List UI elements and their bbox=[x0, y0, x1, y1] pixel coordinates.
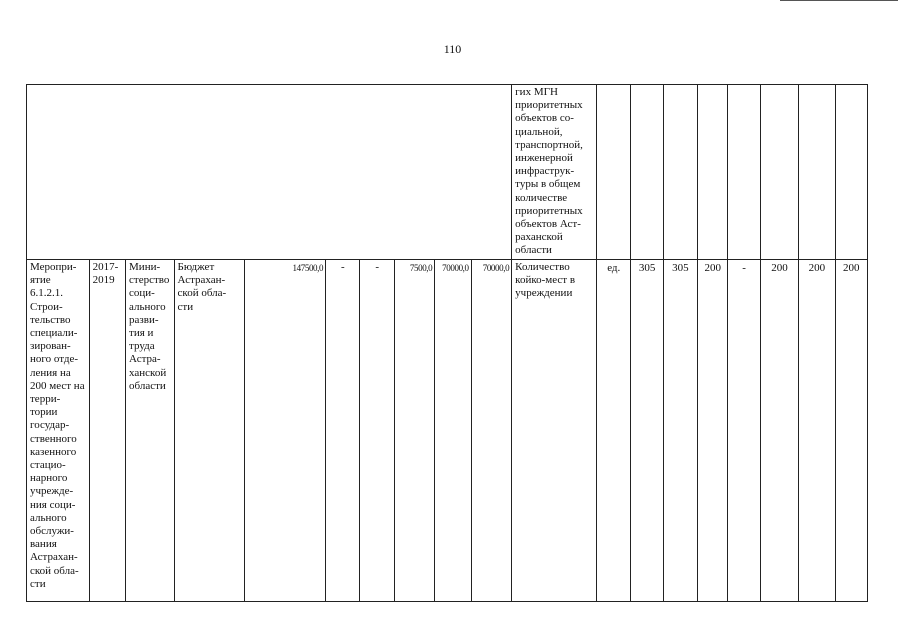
indicator-continuation-cell: гих МГН приоритетных объектов со-циальной, транспортной, инженерной инфраструк-туры в общем количестве приоритетных объектов Аст-раханской области bbox=[512, 85, 597, 260]
amount-2016-cell: - bbox=[360, 260, 394, 602]
amount-2017-cell: 7500,0 bbox=[394, 260, 434, 602]
activity-name-cell: Меропри-ятие 6.1.2.1. Строи-тельство специали-зирован-ного отде-ления на 200 мест на терри-тории государ-ственного казенного стацио-нарного учрежде-ния соци-ального обслужи-вания Астрахан-ской обла-сти bbox=[27, 260, 90, 602]
amount-2015-cell: - bbox=[326, 260, 360, 602]
empty-cell bbox=[728, 85, 760, 260]
program-table bbox=[26, 84, 868, 602]
unit-cell: ед. bbox=[597, 260, 631, 602]
empty-cell bbox=[663, 85, 697, 260]
empty-merged-cell bbox=[27, 85, 512, 260]
period-cell: 2017-2019 bbox=[89, 260, 125, 602]
value-cell-7: 200 bbox=[835, 260, 867, 602]
empty-cell bbox=[597, 85, 631, 260]
indicator-cell: Количество койко-мест в учреждении bbox=[512, 260, 597, 602]
value-cell-5: 200 bbox=[760, 260, 798, 602]
page-number: 110 bbox=[443, 42, 462, 56]
funding-source-cell: Бюджет Астрахан-ской обла-сти bbox=[174, 260, 245, 602]
value-cell-3: 200 bbox=[698, 260, 728, 602]
value-cell-2: 305 bbox=[663, 260, 697, 602]
empty-cell bbox=[799, 85, 835, 260]
empty-cell bbox=[760, 85, 798, 260]
total-amount-cell: 147500,0 bbox=[245, 260, 326, 602]
top-edge-line bbox=[780, 0, 898, 1]
amount-2019-cell: 70000,0 bbox=[471, 260, 512, 602]
empty-cell bbox=[631, 85, 663, 260]
empty-cell bbox=[698, 85, 728, 260]
empty-cell bbox=[835, 85, 867, 260]
table-row-continuation bbox=[27, 85, 868, 260]
value-cell-4: - bbox=[728, 260, 760, 602]
value-cell-1: 305 bbox=[631, 260, 663, 602]
executor-cell: Мини-стерство соци-ального разви-тия и труда Астра-ханской области bbox=[126, 260, 175, 602]
value-cell-6: 200 bbox=[799, 260, 835, 602]
table-row-activity bbox=[27, 260, 868, 602]
amount-2018-cell: 70000,0 bbox=[435, 260, 471, 602]
